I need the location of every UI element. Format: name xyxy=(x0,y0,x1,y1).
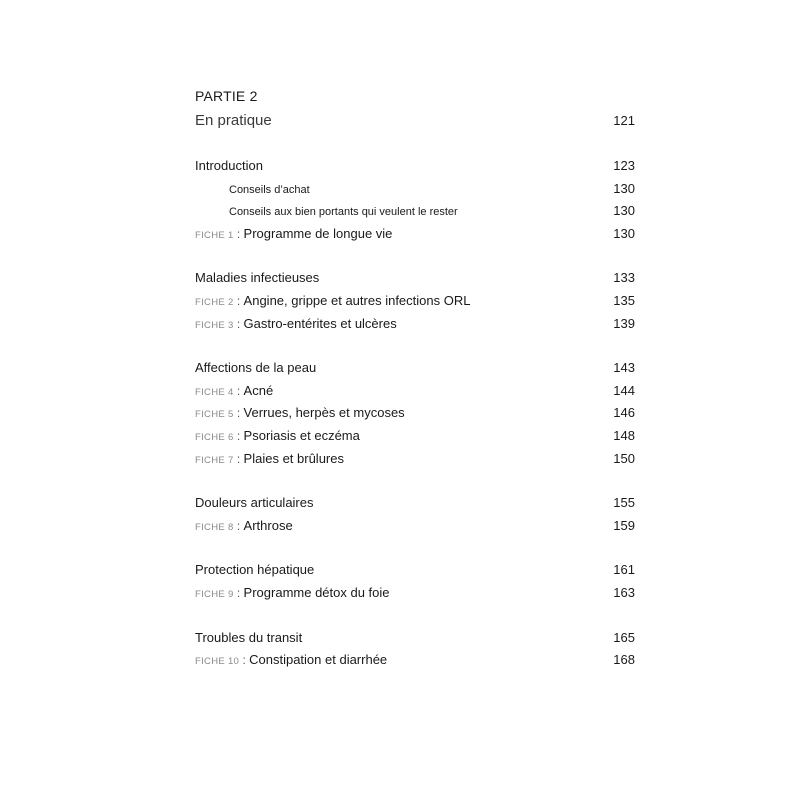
toc-entry-title: Arthrose xyxy=(243,517,293,533)
fiche-label: FICHE 9 xyxy=(195,588,234,600)
toc-entry xyxy=(195,290,470,315)
toc-page-number: 155 xyxy=(613,495,635,511)
toc-page-number: 133 xyxy=(613,270,635,286)
toc-entry xyxy=(229,201,458,224)
toc-page-number: 165 xyxy=(613,629,635,645)
toc-entry xyxy=(195,492,314,515)
toc-entry-title: Acné xyxy=(243,382,274,398)
toc-fiche-row[interactable] xyxy=(195,649,635,672)
toc-heading-row[interactable] xyxy=(195,155,635,178)
fiche-separator: : xyxy=(233,428,244,443)
toc-heading-row[interactable] xyxy=(195,492,635,515)
toc-entry xyxy=(195,448,344,473)
toc-section xyxy=(195,155,635,245)
fiche-label: FICHE 8 xyxy=(195,521,234,533)
toc-entry-title: Verrues, herpès et mycoses xyxy=(243,405,405,421)
fiche-label: FICHE 4 xyxy=(195,386,234,398)
toc-entry-title: Conseils aux bien portants qui veulent le rester xyxy=(229,206,458,219)
toc-page-number: 143 xyxy=(613,360,635,376)
toc-entry-title: Gastro-entérites et ulcères xyxy=(243,315,397,331)
toc-entry-title: Plaies et brûlures xyxy=(243,450,344,466)
toc-fiche-row[interactable] xyxy=(195,582,635,605)
toc-entry-title: Affections de la peau xyxy=(195,360,317,376)
part-page-number: 121 xyxy=(613,113,635,128)
toc-heading-row[interactable] xyxy=(195,357,635,380)
toc-page-number: 146 xyxy=(613,405,635,421)
toc-subentry-row[interactable] xyxy=(195,200,635,223)
toc-page-number: 161 xyxy=(613,562,635,578)
toc-entry xyxy=(195,267,319,290)
toc-heading-row[interactable] xyxy=(195,559,635,582)
toc-entry xyxy=(195,582,390,607)
fiche-separator: : xyxy=(233,451,244,466)
toc-subentry-row[interactable] xyxy=(195,178,635,201)
fiche-label: FICHE 5 xyxy=(195,409,234,421)
toc-section xyxy=(195,627,635,672)
toc-entry xyxy=(195,313,397,338)
toc-page-number: 130 xyxy=(613,203,635,219)
toc-section xyxy=(195,559,635,604)
toc-page-number: 163 xyxy=(613,584,635,600)
toc-entry xyxy=(229,179,310,202)
toc-page-number: 159 xyxy=(613,517,635,533)
toc-fiche-row[interactable] xyxy=(195,448,635,471)
toc-entry xyxy=(195,380,273,405)
fiche-separator: : xyxy=(233,293,244,308)
toc-entry xyxy=(195,155,263,178)
toc-fiche-row[interactable] xyxy=(195,402,635,425)
toc-fiche-row[interactable] xyxy=(195,425,635,448)
toc-sections xyxy=(195,155,635,672)
toc-entry-title: Conseils d’achat xyxy=(229,183,310,196)
part-title: En pratique xyxy=(195,112,272,129)
toc-page-number: 135 xyxy=(613,292,635,308)
fiche-separator: : xyxy=(233,406,244,421)
toc-entry xyxy=(195,649,387,674)
toc-entry xyxy=(195,515,293,540)
toc-page-number: 123 xyxy=(613,158,635,173)
fiche-separator: : xyxy=(233,316,244,331)
toc-entry xyxy=(195,402,405,427)
toc-entry-title: Maladies infectieuses xyxy=(195,270,320,286)
toc-section xyxy=(195,267,635,335)
toc-page-number: 148 xyxy=(613,427,635,443)
toc-page-number: 150 xyxy=(613,450,635,466)
toc-entry-title: Constipation et diarrhée xyxy=(249,652,388,668)
fiche-label: FICHE 10 xyxy=(195,656,240,668)
toc-fiche-row[interactable] xyxy=(195,313,635,336)
toc-section xyxy=(195,492,635,537)
part-title-row xyxy=(195,109,635,133)
toc-entry-title: Psoriasis et eczéma xyxy=(243,427,360,443)
toc-entry-title: Programme détox du foie xyxy=(243,584,390,600)
toc-page-number: 144 xyxy=(613,382,635,398)
table-of-contents xyxy=(195,86,635,672)
fiche-label: FICHE 7 xyxy=(195,454,234,466)
toc-section xyxy=(195,357,635,470)
toc-fiche-row[interactable] xyxy=(195,380,635,403)
toc-entry-title: Troubles du transit xyxy=(195,629,303,645)
toc-page-number: 130 xyxy=(613,225,635,241)
toc-entry-title: Angine, grippe et autres infections ORL xyxy=(243,292,471,308)
toc-entry-title: Protection hépatique xyxy=(195,562,315,578)
toc-entry xyxy=(195,627,302,650)
toc-entry-title: Programme de longue vie xyxy=(243,225,393,241)
toc-fiche-row[interactable] xyxy=(195,515,635,538)
toc-page-number: 168 xyxy=(613,652,635,668)
fiche-separator: : xyxy=(233,383,244,398)
fiche-separator: : xyxy=(233,585,244,600)
toc-entry xyxy=(195,223,392,248)
toc-page-number: 139 xyxy=(613,315,635,331)
fiche-separator: : xyxy=(233,518,244,533)
toc-entry-title: Douleurs articulaires xyxy=(195,495,314,511)
fiche-label: FICHE 3 xyxy=(195,319,234,331)
fiche-label: FICHE 1 xyxy=(195,229,234,241)
toc-heading-row[interactable] xyxy=(195,267,635,290)
toc-fiche-row[interactable] xyxy=(195,223,635,246)
fiche-label: FICHE 6 xyxy=(195,431,234,443)
toc-page-number: 130 xyxy=(613,180,635,196)
toc-entry xyxy=(195,425,360,450)
fiche-separator: : xyxy=(239,653,250,668)
toc-fiche-row[interactable] xyxy=(195,290,635,313)
toc-entry xyxy=(195,559,314,582)
toc-heading-row[interactable] xyxy=(195,627,635,650)
fiche-label: FICHE 2 xyxy=(195,296,234,308)
toc-entry xyxy=(195,357,316,380)
part-label: PARTIE 2 xyxy=(195,88,258,104)
fiche-separator: : xyxy=(233,226,244,241)
toc-entry-title: Introduction xyxy=(195,158,263,173)
